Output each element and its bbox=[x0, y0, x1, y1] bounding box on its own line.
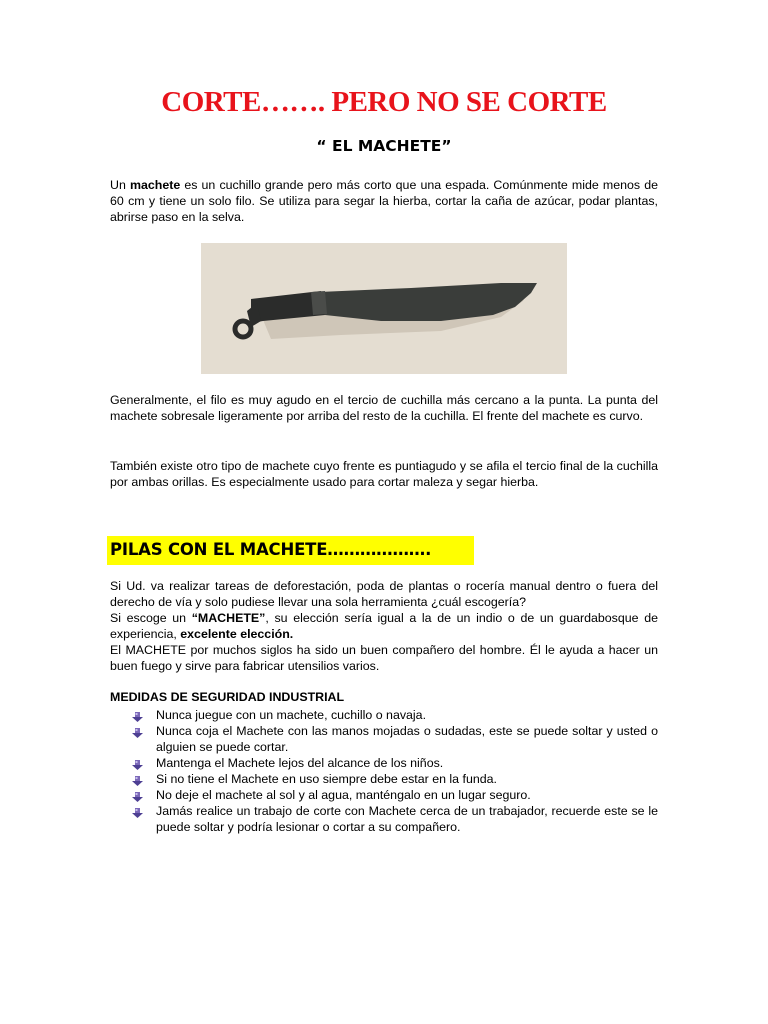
pilas-paragraph-3: El MACHETE por muchos siglos ha sido un buen compañero del hombre. Él le ayuda a hacer un buen fuego y sirve para fabricar utensilios varios. bbox=[110, 643, 658, 673]
intro-paragraph bbox=[110, 177, 658, 225]
safety-heading: MEDIDAS DE SEGURIDAD INDUSTRIAL bbox=[110, 690, 345, 704]
list-item bbox=[132, 707, 658, 723]
safety-item-text: Nunca juegue con un machete, cuchillo o navaja. bbox=[156, 708, 427, 722]
arrow-bullet-icon bbox=[132, 710, 143, 720]
highlight-banner bbox=[107, 536, 474, 565]
arrow-bullet-icon bbox=[132, 758, 143, 768]
arrow-bullet-icon bbox=[132, 726, 143, 736]
page-subtitle: “ EL MACHETE” bbox=[316, 137, 452, 155]
machete-photo bbox=[201, 243, 567, 374]
list-item bbox=[132, 755, 658, 771]
safety-item-text: No deje el machete al sol y al agua, manténgalo en un lugar seguro. bbox=[156, 788, 531, 802]
list-item bbox=[132, 787, 658, 803]
safety-item-text: Nunca coja el Machete con las manos mojadas o sudadas, este se puede soltar y usted o alguien se puede cortar. bbox=[156, 724, 658, 754]
list-item bbox=[132, 803, 658, 835]
excellent-choice: excelente elección. bbox=[180, 627, 294, 641]
safety-item-text: Si no tiene el Machete en uso siempre debe estar en la funda. bbox=[156, 772, 497, 786]
arrow-bullet-icon bbox=[132, 790, 143, 800]
safety-item-text: Mantenga el Machete lejos del alcance de los niños. bbox=[156, 756, 444, 770]
list-item bbox=[132, 723, 658, 755]
arrow-bullet-icon bbox=[132, 806, 143, 816]
arrow-bullet-icon bbox=[132, 774, 143, 784]
pilas-paragraph-2 bbox=[110, 610, 658, 642]
machete-emphasis: “MACHETE” bbox=[191, 611, 266, 625]
page-title: CORTE……. PERO NO SE CORTE bbox=[161, 86, 607, 118]
pilas-text-mid: , su elección sería igual a la de un indio o de un guardabosque de experiencia, bbox=[110, 611, 658, 641]
intro-text-post: es un cuchillo grande pero más corto que una espada. Comúnmente mide menos de 60 cm y tiene un solo filo. Se utiliza para segar la hierba, cortar la caña de azúcar, podar plantas, abrirse paso en la selva. bbox=[110, 178, 658, 224]
pilas-paragraph-1: Si Ud. va realizar tareas de deforestación, poda de plantas o rocería manual dentro o fuera del derecho de vía y solo pudiese llevar una sola herramienta ¿cuál escogería? bbox=[110, 579, 658, 609]
tipo-paragraph: También existe otro tipo de machete cuyo frente es puntiagudo y se afila el tercio final de la cuchilla por ambas orillas. Es especialmente usado para cortar maleza y segar hierba. bbox=[110, 459, 658, 489]
list-item bbox=[132, 771, 658, 787]
banner-text: PILAS CON EL MACHETE………………. bbox=[110, 540, 432, 559]
filo-paragraph: Generalmente, el filo es muy agudo en el tercio de cuchilla más cercano a la punta. La punta del machete sobresale ligeramente por arriba del resto de la cuchilla. El frente del machete es curvo. bbox=[110, 393, 658, 423]
machete-illustration bbox=[201, 243, 567, 374]
safety-item-text: Jamás realice un trabajo de corte con Machete cerca de un trabajador, recuerde este se le puede soltar y podría lesionar o cortar a su compañero. bbox=[156, 804, 658, 834]
intro-text-pre: Un bbox=[110, 178, 130, 192]
intro-bold-term: machete bbox=[129, 178, 181, 192]
pilas-text-pre: Si escoge un bbox=[110, 611, 192, 625]
safety-list bbox=[132, 707, 658, 835]
